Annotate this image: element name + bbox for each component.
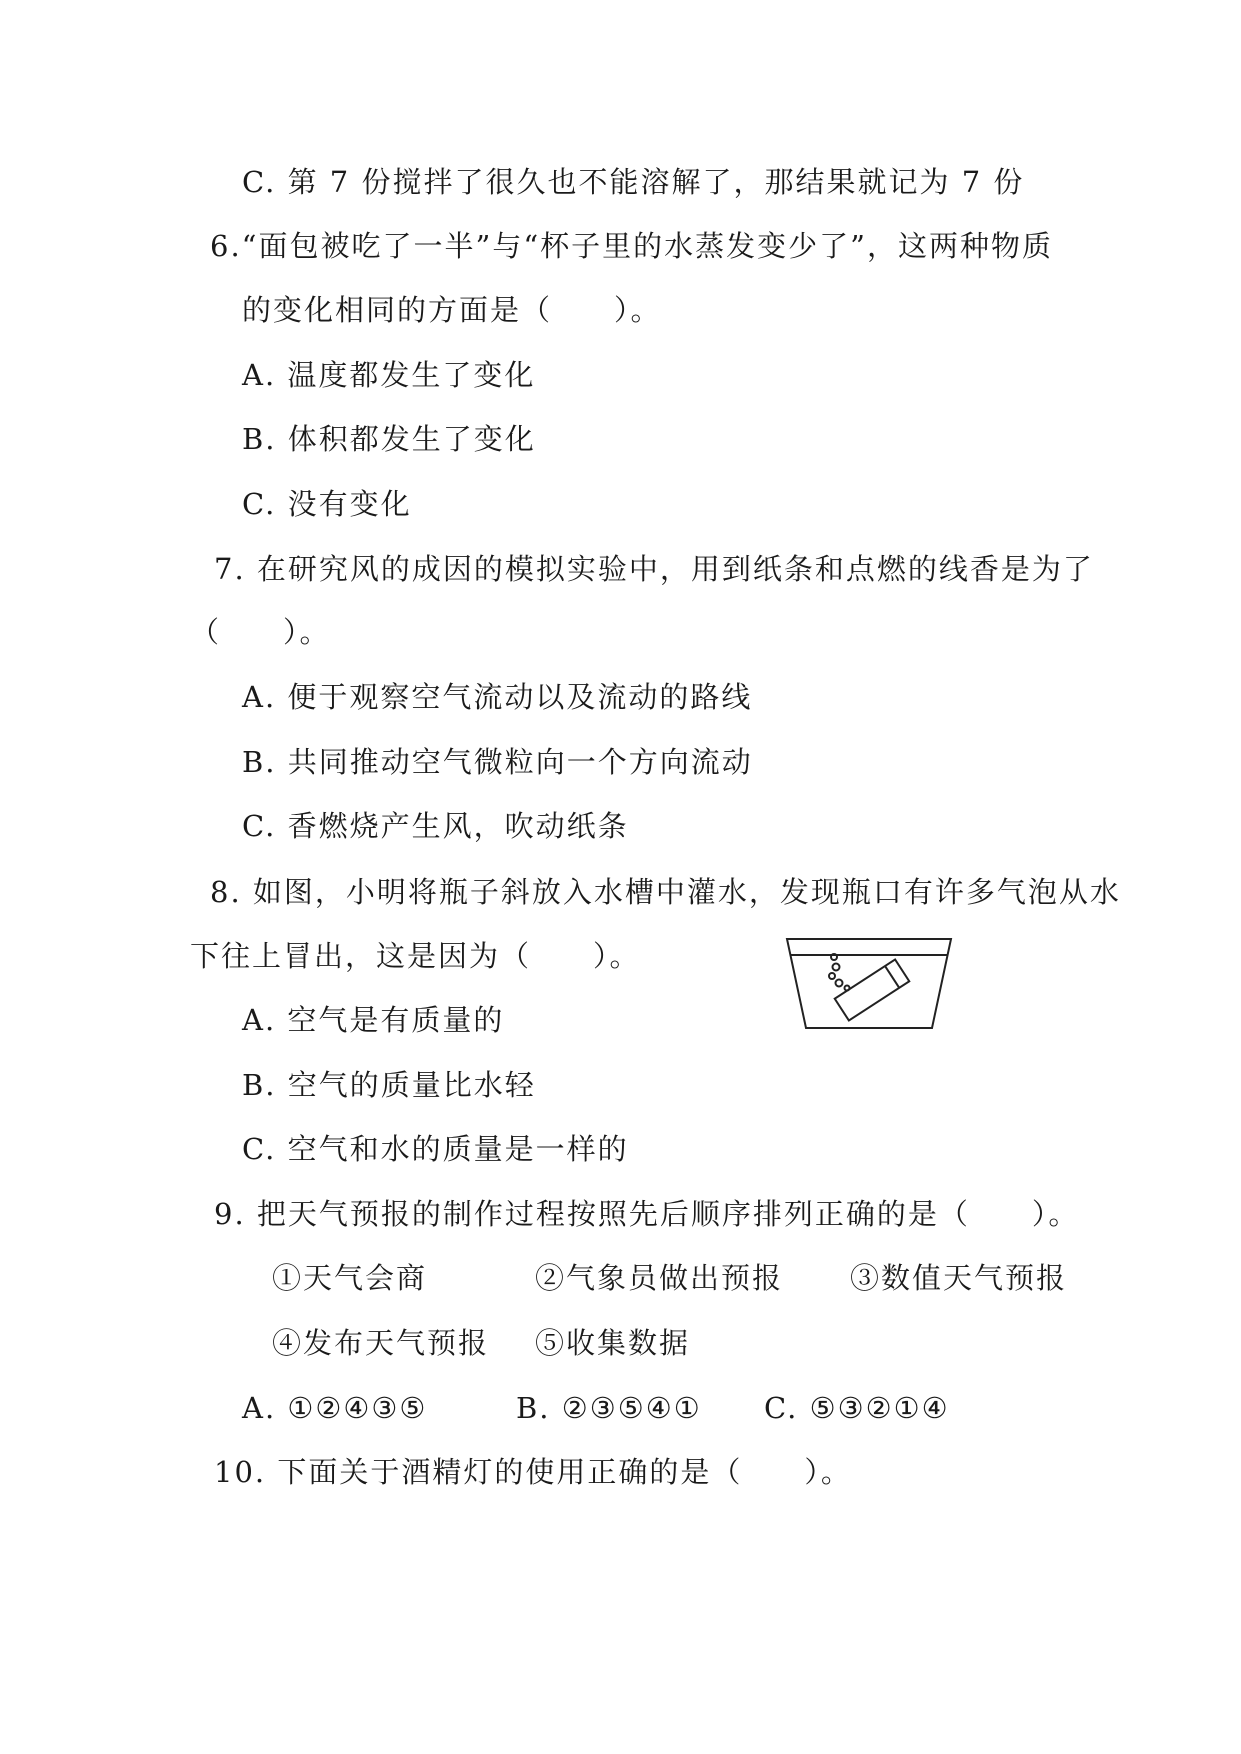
q7-option-c: C. 香燃烧产生风，吹动纸条	[242, 809, 629, 843]
q9-option-c: C. ⑤③②①④	[764, 1391, 950, 1425]
q6-option-a: A. 温度都发生了变化	[242, 358, 536, 392]
air-bubble	[829, 973, 835, 979]
q7-stem-line2: （ ）。	[190, 615, 331, 649]
q9-step-3: ③数值天气预报	[850, 1261, 1068, 1295]
air-bubble	[833, 964, 840, 971]
q9-stem: 9. 把天气预报的制作过程按照先后顺序排列正确的是（ ）。	[214, 1197, 1080, 1231]
q7-stem-line1: 7. 在研究风的成因的模拟实验中，用到纸条和点燃的线香是为了	[214, 552, 1094, 586]
q9-step-2: ②气象员做出预报	[535, 1261, 784, 1295]
q9-options-row	[0, 1388, 1241, 1428]
q9-steps-row1	[0, 1258, 1241, 1298]
tank-outline	[787, 939, 951, 1028]
q8-option-a: A. 空气是有质量的	[242, 1003, 505, 1037]
q10-stem: 10. 下面关于酒精灯的使用正确的是（ ）。	[214, 1455, 852, 1489]
q7-option-b: B. 共同推动空气微粒向一个方向流动	[242, 745, 753, 779]
q6-stem-line2: 的变化相同的方面是（ ）。	[242, 293, 662, 327]
q8-option-c: C. 空气和水的质量是一样的	[242, 1132, 629, 1166]
q9-step-5: ⑤收集数据	[535, 1326, 691, 1360]
q9-steps-row2	[0, 1323, 1241, 1363]
air-bubble	[845, 986, 850, 991]
water-tank-diagram	[784, 936, 954, 1032]
q7-option-a: A. 便于观察空气流动以及流动的路线	[242, 680, 753, 714]
q6-option-b: B. 体积都发生了变化	[242, 422, 536, 456]
air-bubble	[831, 954, 837, 960]
q9-option-a: A. ①②④③⑤	[242, 1391, 428, 1425]
q8-stem-line2: 下往上冒出，这是因为（ ）。	[190, 939, 641, 973]
q9-step-1: ①天气会商	[272, 1261, 428, 1295]
q8-stem-line1: 8. 如图，小明将瓶子斜放入水槽中灌水，发现瓶口有许多气泡从水	[210, 875, 1121, 909]
q6-option-c: C. 没有变化	[242, 487, 412, 521]
q8-option-b: B. 空气的质量比水轻	[242, 1068, 536, 1102]
q9-step-4: ④发布天气预报	[272, 1326, 490, 1360]
q6-stem-line1: 6.“面包被吃了一半”与“杯子里的水蒸发变少了”，这两种物质	[210, 229, 1053, 263]
q5-option-c: C. 第 7 份搅拌了很久也不能溶解了，那结果就记为 7 份	[242, 165, 1025, 199]
air-bubble	[836, 980, 843, 987]
q9-option-b: B. ②③⑤④①	[516, 1391, 702, 1425]
